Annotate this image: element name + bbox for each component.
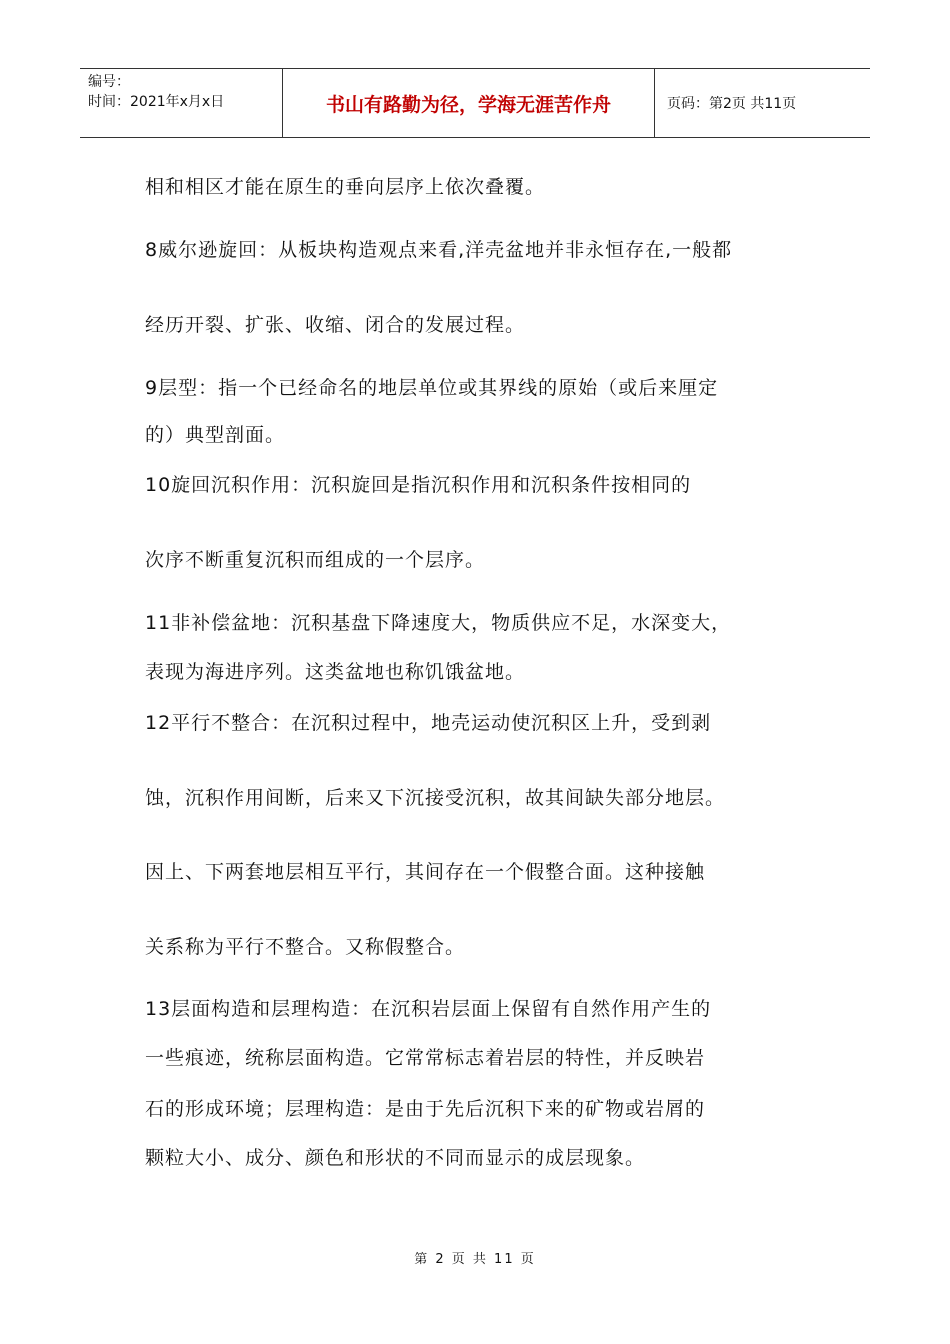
text-line: 因上、下两套地层相互平行，其间存在一个假整合面。这种接触 xyxy=(145,861,706,883)
text-line: 石的形成环境；层理构造：是由于先后沉积下来的矿物或岩屑的 xyxy=(145,1098,706,1120)
text-line: 12平行不整合：在沉积过程中，地壳运动使沉积区上升，受到剥 xyxy=(145,712,712,734)
page-footer: 第 2 页 共 11 页 xyxy=(414,1252,536,1267)
time-label: 时间：2021年x月x日 xyxy=(88,94,225,110)
header-meta xyxy=(80,69,283,137)
text-line: 一些痕迹，统称层面构造。它常常标志着岩层的特性，并反映岩 xyxy=(145,1047,706,1069)
number-label: 编号： xyxy=(88,74,130,90)
text-line: 8威尔逊旋回：从板块构造观点来看,洋壳盆地并非永恒存在,一般都 xyxy=(145,239,733,261)
text-line: 颗粒大小、成分、颜色和形状的不同而显示的成层现象。 xyxy=(145,1147,646,1169)
text-line: 相和相区才能在原生的垂向层序上依次叠覆。 xyxy=(145,176,546,198)
text-line: 11非补偿盆地：沉积基盘下降速度大，物质供应不足，水深变大， xyxy=(145,612,732,634)
text-line: 表现为海进序列。这类盆地也称饥饿盆地。 xyxy=(145,661,526,683)
text-line: 关系称为平行不整合。又称假整合。 xyxy=(145,936,466,958)
text-line: 13层面构造和层理构造：在沉积岩层面上保留有自然作用产生的 xyxy=(145,998,712,1020)
document-header xyxy=(80,68,870,138)
text-line: 10旋回沉积作用：沉积旋回是指沉积作用和沉积条件按相同的 xyxy=(145,474,692,496)
header-page-info: 页码：第2页 共11页 xyxy=(667,96,797,112)
text-line: 的）典型剖面。 xyxy=(145,424,286,446)
text-line: 经历开裂、扩张、收缩、闭合的发展过程。 xyxy=(145,314,526,336)
text-line: 9层型：指一个已经命名的地层单位或其界线的原始（或后来厘定 xyxy=(145,377,719,399)
text-line: 蚀，沉积作用间断，后来又下沉接受沉积，故其间缺失部分地层。 xyxy=(145,787,726,809)
header-motto: 书山有路勤为径，学海无涯苦作舟 xyxy=(283,69,655,137)
text-line: 次序不断重复沉积而组成的一个层序。 xyxy=(145,549,486,571)
